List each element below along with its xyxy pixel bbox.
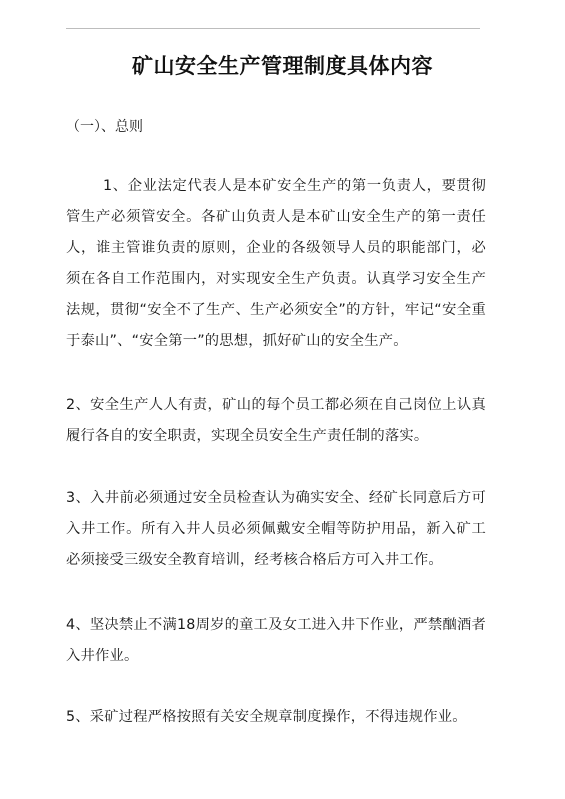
paragraph-3: 3、入井前必须通过安全员检查认为确实安全、经矿长同意后方可入井工作。所有入井人员必须佩戴安全帽等防护用品，新入矿工必须接受三级安全教育培训，经考核合格后方可入井工作。 — [66, 490, 486, 568]
paragraph-4: 4、坚决禁止不满18周岁的童工及女工进入井下作业，严禁酗酒者入井作业。 — [66, 617, 486, 664]
page-title: 矿山安全生产管理制度具体内容 — [132, 54, 433, 78]
header-rule — [66, 28, 480, 29]
paragraph-5: 5、采矿过程严格按照有关安全规章制度操作，不得违规作业。 — [66, 709, 467, 725]
paragraph-2: 2、安全生产人人有责，矿山的每个员工都必须在自己岗位上认真履行各自的安全职责，实现全员安全生产责任制的落实。 — [66, 397, 486, 444]
paragraph-1: 1、企业法定代表人是本矿安全生产的第一负责人，要贯彻管生产必须管安全。各矿山负责人是本矿山安全生产的第一责任人，谁主管谁负责的原则，企业的各级领导人员的职能部门，必须在各自工作范围内，对实现安全生产负责。认真学习安全生产法规，贯彻“安全不了生产、生产必须安全”的方针，牢记“安全重于泰山”、“安全第一”的思想，抓好矿山的安全生产。 — [66, 178, 486, 349]
section-heading: （一）、总则 — [66, 119, 143, 135]
